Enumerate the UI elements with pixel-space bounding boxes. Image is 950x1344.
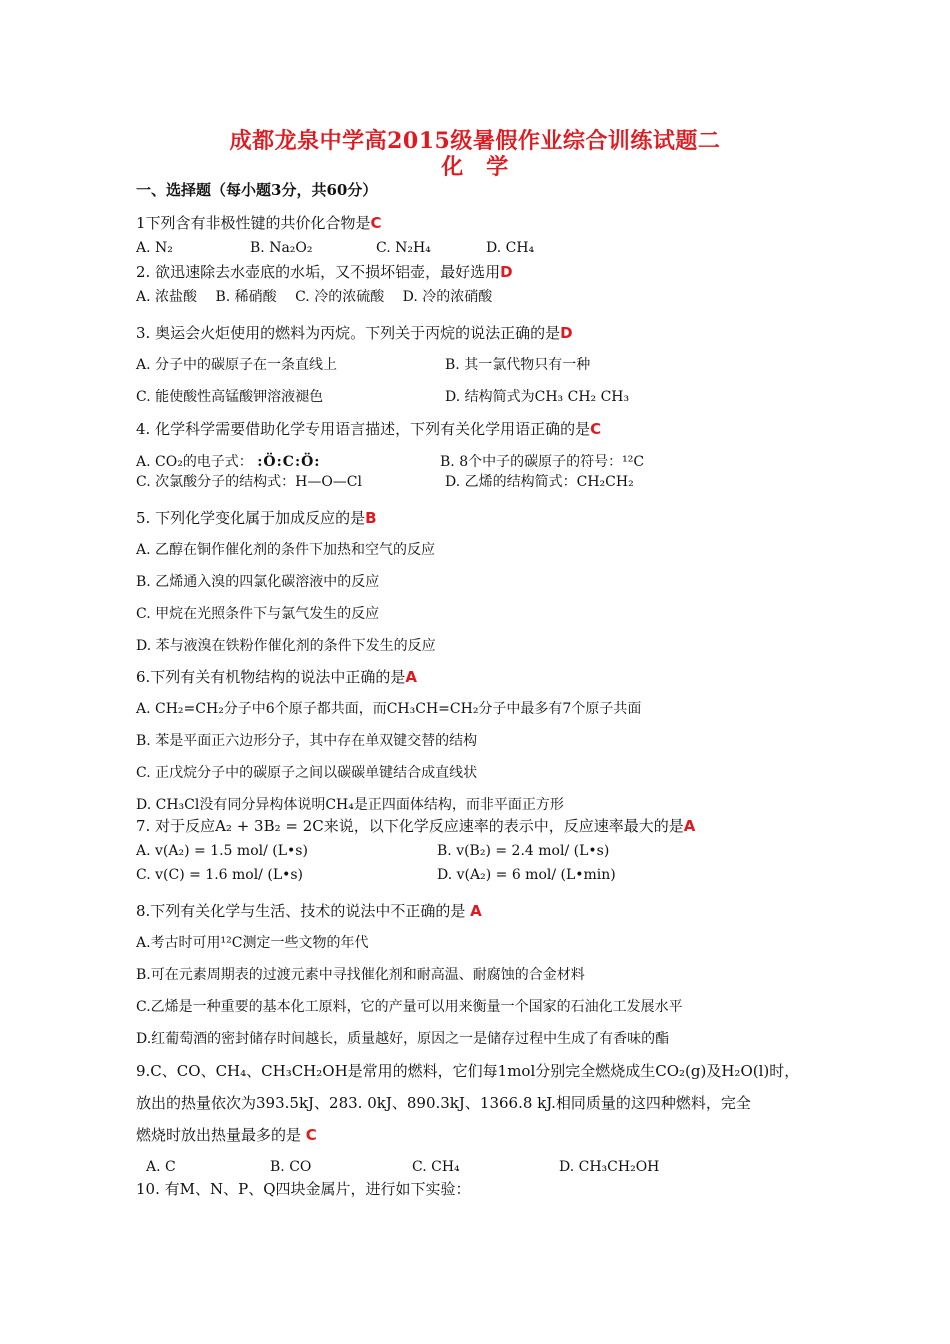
option-b: B.可在元素周期表的过渡元素中寻找催化剂和耐高温、耐腐蚀的合金材料 xyxy=(136,967,585,983)
option-c: C. 甲烷在光照条件下与氯气发生的反应 xyxy=(136,606,380,622)
answer-mark: C xyxy=(590,420,602,438)
option-c: C. CH₄ xyxy=(412,1159,460,1175)
question-9-line-2: 放出的热量依次为393.5kJ、283. 0kJ、890.3kJ、1366.8 kJ.相同质量的这四种燃料，完全 xyxy=(136,1094,751,1112)
option-a: A. v(A₂) = 1.5 mol/ (L•s) xyxy=(136,843,308,859)
question-9-line-3 xyxy=(136,1125,317,1145)
option-a: A. 乙醇在铜作催化剂的条件下加热和空气的反应 xyxy=(136,542,436,558)
option-c: C. N₂H₄ xyxy=(376,240,431,256)
question-stem: 2. 欲迅速除去水壶底的水垢，又不损坏铝壶，最好选用 xyxy=(136,263,501,281)
answer-mark: A xyxy=(470,902,482,920)
option-c: C. 次氯酸分子的结构式：H—O—Cl xyxy=(136,474,362,490)
answer-mark: D xyxy=(560,324,573,342)
option-a: A. 分子中的碳原子在一条直线上 xyxy=(136,357,338,373)
option-a: A.考古时可用¹²C测定一些文物的年代 xyxy=(136,935,369,951)
option-a: A. C xyxy=(146,1159,176,1175)
question-stem: 8.下列有关化学与生活、技术的说法中不正确的是 xyxy=(136,902,466,920)
option-b: B. 8个中子的碳原子的符号：¹²C xyxy=(440,454,645,470)
question-stem: 3. 奥运会火炬使用的燃料为丙烷。下列关于丙烷的说法正确的是 xyxy=(136,324,561,342)
option-b: B. Na₂O₂ xyxy=(250,240,313,256)
option-a: A. CH₂=CH₂分子中6个原子都共面，而CH₃CH=CH₂分子中最多有7个原子共面 xyxy=(136,701,642,717)
question-stem: 6.下列有关有机物结构的说法中正确的是 xyxy=(136,668,406,686)
answer-mark: A xyxy=(683,817,696,835)
question-10: 10. 有M、N、P、Q四块金属片，进行如下实验： xyxy=(136,1180,471,1198)
option-a: A. N₂ xyxy=(136,240,173,256)
question-stem: 1下列含有非极性键的共价化合物是 xyxy=(136,214,371,232)
answer-mark: B xyxy=(365,509,377,527)
question-5 xyxy=(136,508,377,528)
option-d: D. v(A₂) = 6 mol/ (L•min) xyxy=(437,867,616,883)
question-stem: 5. 下列化学变化属于加成反应的是 xyxy=(136,509,366,527)
question-6 xyxy=(136,667,417,687)
page-title: 成都龙泉中学高2015级暑假作业综合训练试题二 xyxy=(229,128,721,154)
question-4 xyxy=(136,419,601,439)
co2-electron-formula: :Ö:C:Ö: xyxy=(257,454,321,470)
section-heading: 一、选择题（每小题3分，共60分） xyxy=(136,181,378,199)
question-7 xyxy=(136,816,695,836)
answer-mark: C xyxy=(305,1126,317,1144)
option-d: D. 乙烯的结构简式：CH₂CH₂ xyxy=(445,474,634,490)
question-2 xyxy=(136,262,513,282)
question-8 xyxy=(136,901,482,921)
question-3 xyxy=(136,323,573,343)
answer-mark: D xyxy=(500,263,513,281)
option-c: C. 能使酸性高锰酸钾溶液褪色 xyxy=(136,389,324,405)
answer-mark: C xyxy=(370,214,382,232)
question-stem: 7. 对于反应A₂ + 3B₂ = 2C来说，以下化学反应速率的表示中，反应速率最大的是 xyxy=(136,817,684,835)
answer-mark: A xyxy=(405,668,417,686)
question-9-line-1: 9.C、CO、CH₄、CH₃CH₂OH是常用的燃料，它们每1mol分别完全燃烧成生CO₂(g)及H₂O(l)时， xyxy=(136,1062,800,1080)
option-c: C. 正戊烷分子中的碳原子之间以碳碳单键结合成直线状 xyxy=(136,765,478,781)
option-d: D. CH₃CH₂OH xyxy=(559,1159,660,1175)
option-d: D. 结构简式为CH₃ CH₂ CH₃ xyxy=(445,389,630,405)
option-b: B. CO xyxy=(270,1159,312,1175)
option-d: D.红葡萄酒的密封储存时间越长，质量越好，原因之一是储存过程中生成了有香味的酯 xyxy=(136,1031,670,1047)
option-d: D. CH₄ xyxy=(486,240,535,256)
subject-title: 化 学 xyxy=(441,154,509,180)
option-d: D. 苯与液溴在铁粉作催化剂的条件下发生的反应 xyxy=(136,638,436,654)
options-row: A. 浓盐酸 B. 稀硝酸 C. 冷的浓硫酸 D. 冷的浓硝酸 xyxy=(136,289,493,305)
option-d: D. CH₃Cl没有同分异构体说明CH₄是正四面体结构，而非平面正方形 xyxy=(136,797,564,813)
question-stem: 4. 化学科学需要借助化学专用语言描述，下列有关化学用语正确的是 xyxy=(136,420,591,438)
option-b: B. 苯是平面正六边形分子，其中存在单双键交替的结构 xyxy=(136,733,478,749)
option-a-text: A. CO₂的电子式： xyxy=(136,454,253,470)
option-c: C. v(C) = 1.6 mol/ (L•s) xyxy=(136,867,304,883)
option-b: B. v(B₂) = 2.4 mol/ (L•s) xyxy=(437,843,610,859)
question-stem: 燃烧时放出热量最多的是 xyxy=(136,1126,302,1144)
question-1 xyxy=(136,213,382,233)
option-c: C.乙烯是一种重要的基本化工原料，它的产量可以用来衡量一个国家的石油化工发展水平 xyxy=(136,999,683,1015)
option-a xyxy=(136,452,320,472)
option-b: B. 乙烯通入溴的四氯化碳溶液中的反应 xyxy=(136,574,380,590)
option-b: B. 其一氯代物只有一种 xyxy=(445,357,591,373)
